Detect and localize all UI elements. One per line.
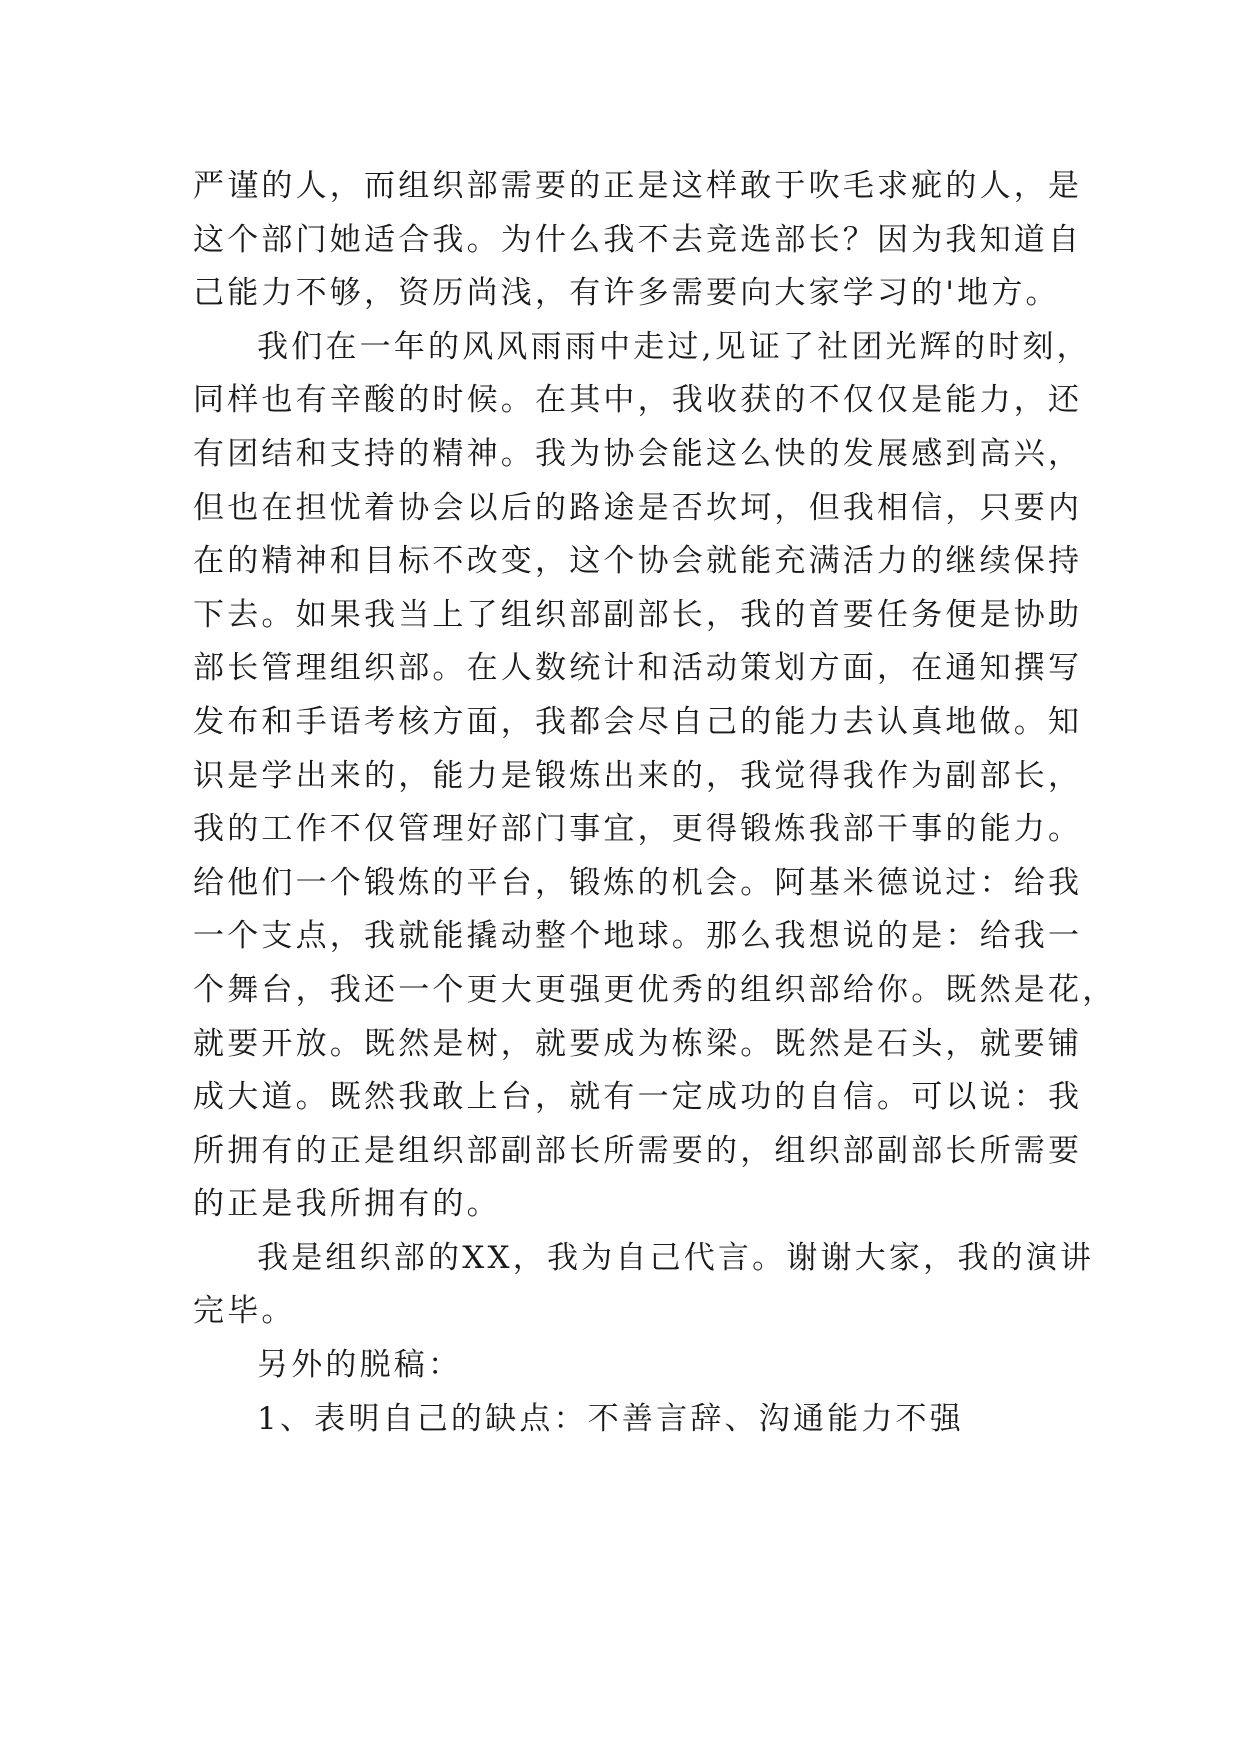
text-line: 所拥有的正是组织部副部长所需要的，组织部副部长所需要 <box>193 1132 1083 1169</box>
text-line: 同样也有辛酸的时候。在其中，我收获的不仅仅是能力，还 <box>193 382 1083 419</box>
text-line: 部长管理组织部。在人数统计和活动策划方面，在通知撰写 <box>193 650 1083 687</box>
text-line: 的正是我所拥有的。 <box>193 1186 501 1223</box>
text-line: 在的精神和目标不改变，这个协会就能充满活力的继续保持 <box>193 543 1083 580</box>
text-line: 个舞台，我还一个更大更强更优秀的组织部给你。既然是花， <box>193 971 1117 1008</box>
paragraph-start-line: 我们在一年的风风雨雨中走过,见证了社团光辉的时刻， <box>257 328 1091 365</box>
paragraph-start-line: 我是组织部的XX，我为自己代言。谢谢大家，我的演讲 <box>257 1239 1095 1276</box>
text-line: 有团结和支持的精神。我为协会能这么快的发展感到高兴， <box>193 435 1083 472</box>
text-line: 给他们一个锻炼的平台，锻炼的机会。阿基米德说过：给我 <box>193 864 1083 901</box>
text-line: 这个部门她适合我。为什么我不去竞选部长？因为我知道自 <box>193 221 1083 258</box>
text-line: 识是学出来的，能力是锻炼出来的，我觉得我作为副部长， <box>193 757 1083 794</box>
text-line: 一个支点，我就能撬动整个地球。那么我想说的是：给我一 <box>193 918 1083 955</box>
text-line: 下去。如果我当上了组织部副部长，我的首要任务便是协助 <box>193 596 1083 633</box>
text-line: 发布和手语考核方面，我都会尽自己的能力去认真地做。知 <box>193 703 1083 740</box>
list-item-line: 1、表明自己的缺点：不善言辞、沟通能力不强 <box>257 1400 964 1437</box>
document-body <box>193 160 1117 1446</box>
text-line: 就要开放。既然是树，就要成为栋梁。既然是石头，就要铺 <box>193 1025 1083 1062</box>
text-line: 我的工作不仅管理好部门事宜，更得锻炼我部干事的能力。 <box>193 811 1083 848</box>
text-line: 己能力不够，资历尚浅，有许多需要向大家学习的'地方。 <box>193 275 1060 312</box>
section-heading-line: 另外的脱稿： <box>257 1347 463 1384</box>
text-line: 成大道。既然我敢上台，就有一定成功的自信。可以说：我 <box>193 1079 1083 1116</box>
text-line: 但也在担忧着协会以后的路途是否坎坷，但我相信，只要内 <box>193 489 1083 526</box>
text-line: 严谨的人，而组织部需要的正是这样敢于吹毛求疵的人，是 <box>193 168 1083 204</box>
text-line: 完毕。 <box>193 1293 296 1330</box>
